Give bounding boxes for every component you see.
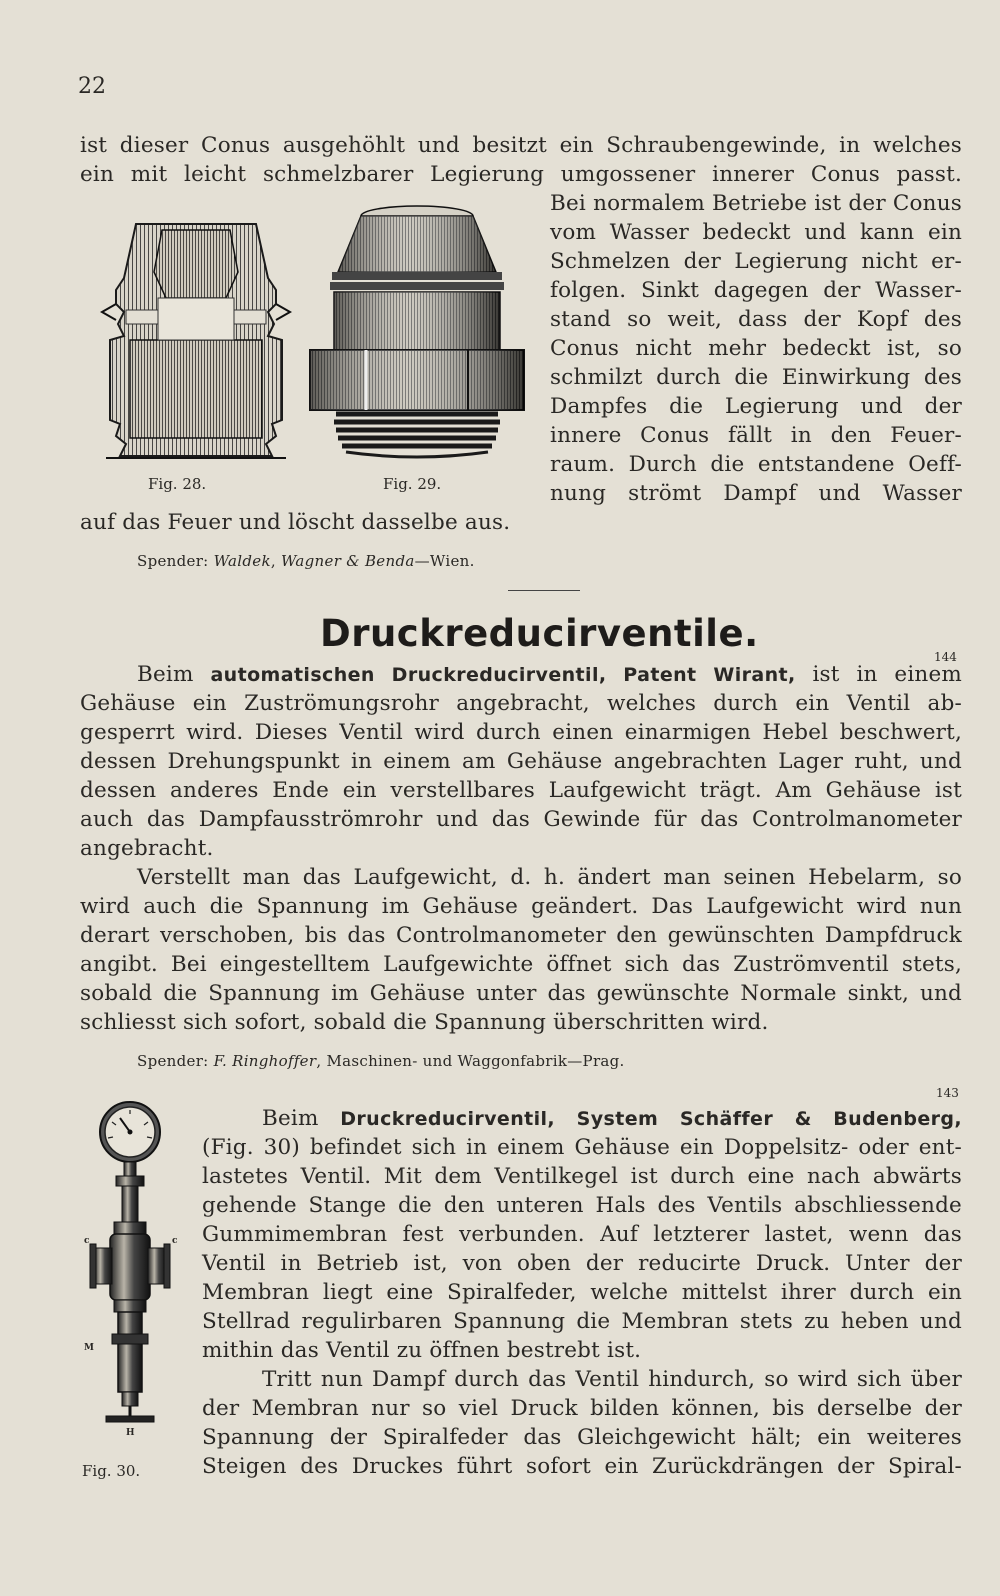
fig-28-caption: Fig. 28.	[148, 475, 207, 493]
text-line: dessen anderes Ende ein verstellbares Laufgewicht trägt. Am Gehäuse ist	[80, 778, 962, 803]
firm-name: Benda	[364, 552, 415, 570]
place: —Wien.	[414, 552, 475, 570]
text-line: Verstellt man das Laufgewicht, d. h. ändert man seinen Hebelarm, so	[137, 865, 962, 890]
text-line: dessen Drehungspunkt in einem am Gehäuse angebrachten Lager ruht, und	[80, 749, 962, 774]
text-line: derart verschoben, bis das Controlmanometer den gewünschten Dampfdruck	[80, 923, 962, 948]
section-heading: Druckreducirventile.	[320, 612, 759, 655]
text-line: mithin das Ventil zu öffnen bestrebt ist.	[202, 1338, 642, 1363]
spender-label: Spender:	[137, 552, 209, 570]
text-line: auf das Feuer und löscht dasselbe aus.	[80, 510, 511, 535]
text-line: (Fig. 30) befindet sich in einem Gehäuse ein Doppelsitz- oder ent-	[202, 1135, 962, 1160]
text-line: gehende Stange die den unteren Hals des Ventils abschliessende	[202, 1193, 962, 1218]
firm-name: F. Ringhoffer	[213, 1052, 317, 1070]
bold-run: automatischen Druckreducirventil, Patent Wirant,	[210, 664, 796, 686]
text-line: lastetes Ventil. Mit dem Ventilkegel ist durch eine nach abwärts	[202, 1164, 962, 1189]
text-line: sobald die Spannung im Gehäuse unter das gewünschte Normale sinkt, und	[80, 981, 962, 1006]
text-line: innere Conus fällt in den Feuer-	[550, 423, 962, 448]
page-number: 22	[78, 74, 106, 99]
text-line: stand so weit, dass der Kopf des	[550, 307, 962, 332]
text-line: auch das Dampfausströmrohr und das Gewinde für das Controlmanometer	[80, 807, 962, 832]
text-line: angibt. Bei eingestelltem Laufgewichte öffnet sich das Zuströmventil stets,	[80, 952, 962, 977]
text-line: Steigen des Druckes führt sofort ein Zurückdrängen der Spiral-	[202, 1454, 962, 1479]
text-line: vom Wasser bedeckt und kann ein	[550, 220, 962, 245]
text-run: Beim	[137, 662, 194, 687]
text-line: Conus nicht mehr bedeckt ist, so	[550, 336, 962, 361]
text-line: ist dieser Conus ausgehöhlt und besitzt ein Schraubengewinde, in welches	[80, 133, 962, 158]
text-line: folgen. Sinkt dagegen der Wasser-	[550, 278, 962, 303]
bold-run: Druckreducirventil, System Schäffer & Budenberg,	[340, 1108, 962, 1130]
catalog-number: 143	[936, 1086, 959, 1100]
text-line: angebracht.	[80, 836, 214, 861]
firm-name: Wagner	[281, 552, 342, 570]
text-line: schmilzt durch die Einwirkung des	[550, 365, 962, 390]
text-line: Gummimembran fest verbunden. Auf letzterer lastet, wenn das	[202, 1222, 962, 1247]
firm-details: , Maschinen- und Waggonfabrik—Prag.	[316, 1052, 625, 1070]
text-line: Ventil in Betrieb ist, von oben der reducirte Druck. Unter der	[202, 1251, 962, 1276]
text-line: Gehäuse ein Zuströmungsrohr angebracht, welches durch ein Ventil ab-	[80, 691, 962, 716]
text-line: schliesst sich sofort, sobald die Spannung überschritten wird.	[80, 1010, 769, 1035]
text-line: Dampfes die Legierung und der	[550, 394, 962, 419]
text-run: ist in einem	[812, 662, 962, 687]
fig-30-caption: Fig. 30.	[82, 1462, 141, 1480]
text-line: Schmelzen der Legierung nicht er-	[550, 249, 962, 274]
firm-name: Waldek	[213, 552, 271, 570]
fig-29-caption: Fig. 29.	[383, 475, 442, 493]
fig-30-letter: c	[172, 1236, 178, 1246]
text-line: Tritt nun Dampf durch das Ventil hindurch, so wird sich über	[262, 1367, 962, 1392]
text-line: der Membran nur so viel Druck bilden können, bis derselbe der	[202, 1396, 962, 1421]
text-line: raum. Durch die entstandene Oeff-	[550, 452, 962, 477]
text-line: wird auch die Spannung im Gehäuse geändert. Das Laufgewicht wird nun	[80, 894, 962, 919]
ampersand: &	[346, 552, 360, 570]
text-line	[80, 660, 962, 690]
spender-credit-1	[137, 552, 475, 570]
spender-label: Spender:	[137, 1052, 209, 1070]
text-line: Membran liegt eine Spiralfeder, welche mittelst ihrer durch ein	[202, 1280, 962, 1305]
text-line: ein mit leicht schmelzbarer Legierung umgossener innerer Conus passt.	[80, 162, 962, 187]
text-line: Spannung der Spiralfeder das Gleichgewicht hält; ein weiteres	[202, 1425, 962, 1450]
text-line: gesperrt wird. Dieses Ventil wird durch einen einarmigen Hebel beschwert,	[80, 720, 962, 745]
fig-30-letter: c	[84, 1236, 90, 1246]
separator: ,	[270, 552, 276, 570]
fig-30-letter: H	[126, 1428, 135, 1438]
section-divider	[508, 590, 580, 591]
fig-30-illustration	[84, 1098, 176, 1430]
text-line	[202, 1104, 962, 1134]
text-run: Beim	[262, 1106, 319, 1131]
text-line: Stellrad regulirbaren Spannung die Membran stets zu heben und	[202, 1309, 962, 1334]
fig-30-letter: M	[84, 1343, 94, 1353]
spender-credit-2	[137, 1052, 625, 1070]
text-line: Bei normalem Betriebe ist der Conus	[550, 191, 962, 216]
text-line: nung strömt Dampf und Wasser	[550, 481, 962, 506]
catalog-number: 144	[934, 650, 957, 664]
fig-28-illustration	[96, 212, 296, 464]
fig-29-illustration	[306, 200, 528, 462]
